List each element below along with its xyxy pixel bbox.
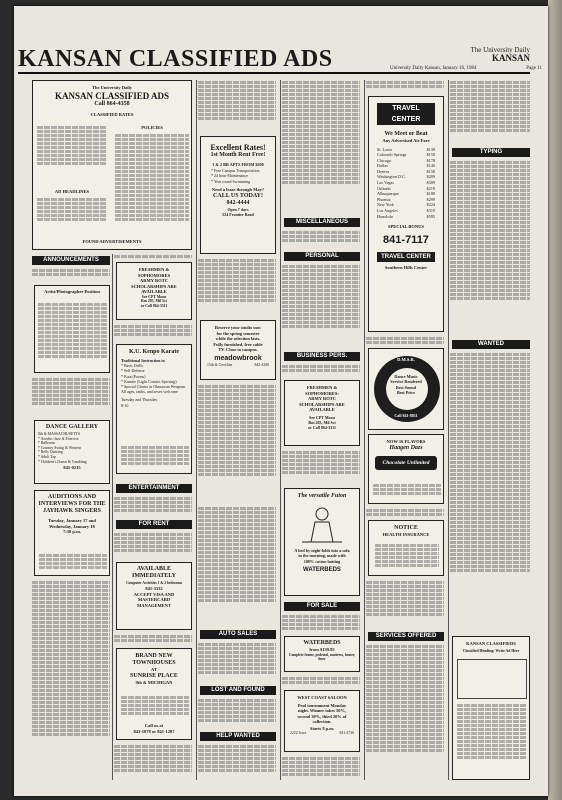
fare-price: $319	[426, 208, 435, 214]
announcement-classifieds	[32, 377, 110, 415]
auditions-date: Tuesday, January 17 and Wednesday, January 18	[48, 518, 96, 529]
travel-phone: 841-7117	[383, 233, 429, 246]
dance-title: DANCE GALLERY	[45, 424, 99, 430]
rates-phone: Call 864-4358	[94, 100, 130, 107]
futon-illustration-icon	[297, 504, 347, 544]
fare-price: $219	[426, 185, 435, 191]
fare-price: $178	[426, 157, 435, 163]
section-services-offered: SERVICES OFFERED	[368, 632, 444, 641]
chocolate-unlimited-logo: Chocolate Unlimited	[375, 456, 437, 470]
ad-travel-center: TRAVEL CENTER We Meet or Beat Any Advertised Air Fare St. Louis $139 Colorado Springs $150 Chicago $178 Dallas $140 Denver $150 Washington D.C. $209 Las Vegas $309 Orlando $219 Albuquerque $188 Phoenix $299 New York $224 Los Angeles $319 Honolulu $595 SPECIAL BONUS 841-7117 TRAVEL CENTER Southern Hills Center	[368, 96, 444, 332]
ad-west-coast-saloon: WEST COAST SALOON Pool tournament Monday night. Winner takes 50%, second 30%, third 20% of collection. Starts 8 p.m. 2222 Iowa 841-2736	[284, 690, 360, 752]
ad-excellent-rates: Excellent Rates! 1st Month Rent Free! 1 & 2 BR APTS FROM $200 * Free Campus Transportation * 24 hour Maintenance * Year round Swimming Need a lease through May? CALL US TODAY! 842-4444 Open 7 days 524 Frontier Road	[200, 136, 276, 254]
section-typing: TYPING	[452, 148, 530, 157]
fare-price: $224	[426, 202, 435, 208]
fare-price: $150	[426, 152, 435, 158]
fare-city: New York	[377, 202, 394, 208]
ad-health-notice: NOTICE HEALTH INSURANCE	[368, 520, 444, 576]
page-number: Page 11	[526, 66, 542, 71]
ad-army-rotc-1: FRESHMEN & SOPHOMORES ARMY ROTC SCHOLARSHIPS ARE AVAILABLE See CPT Moon Rm 203, Mil Sci or Call 864-3311	[116, 262, 192, 320]
section-entertainment: ENTERTAINMENT	[116, 484, 192, 493]
rates-table	[37, 125, 107, 185]
rates-box	[32, 80, 192, 250]
section-for-sale: FOR SALE	[284, 602, 360, 611]
found-ads-heading: FOUND ADVERTISEMENTS	[82, 239, 142, 244]
ad-headlines-heading: AD HEADLINES	[54, 189, 90, 194]
travel-logo: TRAVEL CENTER	[377, 103, 435, 125]
section-help-wanted: HELP WANTED	[200, 732, 276, 741]
auditions-title: AUDITIONS AND INTERVIEWS FOR THE JAYHAWK SINGERS	[38, 494, 106, 514]
section-miscellaneous: MISCELLANEOUS	[284, 218, 360, 227]
section-wanted: WANTED	[452, 340, 530, 349]
fare-price: $188	[426, 191, 435, 197]
ad-available-immediately: AVAILABLE IMMEDIATELY Computer Activities 1 & 2 bedrooms 841-3332 ACCEPT VISA AND MASTERCARD MANAGEMENT	[116, 562, 192, 630]
section-for-rent: FOR RENT	[116, 520, 192, 529]
fare-city: Orlando	[377, 185, 391, 191]
fare-city: Colorado Springs	[377, 152, 407, 158]
section-business-personal: BUSINESS PERS.	[284, 352, 360, 361]
ad-order-form: KANSAN CLASSIFIEDS Classified Heading: Write Ad Here	[452, 636, 530, 780]
dance-phone: 841-0215	[63, 465, 81, 471]
fare-city: Honolulu	[377, 213, 393, 219]
ad-write-area	[457, 659, 527, 699]
paper-short-name: KANSAN	[491, 53, 530, 63]
fare-price: $139	[426, 146, 435, 152]
section-personal: PERSONAL	[284, 252, 360, 261]
fare-city: Las Vegas	[377, 180, 395, 186]
rates-title: KANSAN CLASSIFIED ADS	[54, 90, 170, 101]
rates-paper: The University Daily	[92, 85, 132, 90]
auditions-time: 7:30 p.m.	[63, 529, 81, 534]
fare-city: Phoenix	[377, 196, 391, 202]
masthead-title: KANSAN CLASSIFIED ADS	[18, 46, 333, 72]
page-spine	[548, 0, 562, 800]
ad-haagen-dazs: NOW 16 FLAVORS Haagen Dazs Chocolate Unlimited	[368, 434, 444, 504]
fare-row	[377, 214, 435, 220]
announcements-text	[32, 268, 110, 282]
rates-heading: CLASSIFIED RATES	[90, 111, 134, 117]
fare-price: $140	[426, 163, 435, 169]
col3-top-classifieds	[198, 80, 276, 132]
ad-futon: The versatile Futon A bed by night folds into a sofa in the morning, made with 100% cotton batting WATERBEDS	[284, 488, 360, 596]
fare-city: Washington D.C.	[377, 174, 406, 180]
ad-meadowbrook: Reserve your studio now for the spring semester while the selection lasts. Fully furnished, free cable TV. Close to campus. meadowbrook 15th & Crestline 842-4200	[200, 320, 276, 380]
section-auto-sales: AUTO SALES	[200, 630, 276, 639]
dateline: University Daily Kansan, January 16, 1984	[390, 66, 477, 71]
fare-city: Denver	[377, 168, 390, 174]
dance-list: 8th & MASSACHUSETTS * Aerobic-Jazz & Exercise * Ballroom * Country Swing & Western * Belly Dancing * Adult Tap * Children's Dance & Tumbling	[38, 432, 87, 464]
fare-price: $309	[426, 180, 435, 186]
fare-price: $299	[426, 196, 435, 202]
ad-army-rotc-2: FRESHMEN & SOPHOMORES: ARMY ROTC SCHOLARSHIPS ARE AVAILABLE See CPT Moon Rm 203, Mil Sci or Call 864-3311	[284, 380, 360, 446]
fare-price: $209	[426, 174, 435, 180]
ad-kenpo-karate	[116, 344, 192, 474]
section-lost-found: LOST AND FOUND	[200, 686, 276, 695]
ad-waterbeds: WATERBEDS from $139.95 Complete frame, pedestal, mattress, heater, liner	[284, 636, 360, 672]
paper-name: The University Daily	[470, 46, 530, 54]
ad-dmsr: D.M.S.R. Dance Music Service Rendered Best Sound Best Price Call 841-8811	[368, 348, 444, 430]
fare-price: $150	[426, 168, 435, 174]
karate-list: Traditional Instruction in * Basic Drills * Self Defense * Kata (Forms) * Kumite (Light Contact Sparring) * Special Clinics in Okinawan Weapons All ages, ranks, and sexes welcome Tuesday and Thursday 8-10	[121, 358, 186, 408]
karate-title: K.U. Kenpo Karate	[129, 349, 179, 355]
artist-title: Artist/Photographer Position	[44, 289, 100, 294]
fare-city: St. Louis	[377, 146, 393, 152]
col1-classifieds	[32, 580, 110, 780]
fare-city: Albuquerque	[377, 191, 399, 197]
fare-city: Los Angeles	[377, 208, 398, 214]
meadowbrook-logo: meadowbrook	[214, 354, 262, 362]
ad-artist	[34, 285, 110, 373]
ad-dance-gallery	[34, 420, 110, 484]
policies-text	[115, 133, 189, 243]
fare-list	[369, 144, 443, 223]
masthead-logo	[471, 46, 531, 62]
ad-auditions	[34, 490, 110, 576]
ad-sunrise-place: BRAND NEW TOWNHOUSES AT SUNRISE PLACE 9th & MICHIGAN Call us at 843-1878 or 841-1287	[116, 648, 192, 740]
policies-heading: POLICIES	[141, 125, 163, 130]
fare-price: $595	[426, 213, 435, 219]
fare-city: Chicago	[377, 157, 391, 163]
section-announcements: ANNOUNCEMENTS	[32, 256, 110, 265]
ad-headlines-text	[37, 197, 107, 233]
fare-city: Dallas	[377, 163, 388, 169]
